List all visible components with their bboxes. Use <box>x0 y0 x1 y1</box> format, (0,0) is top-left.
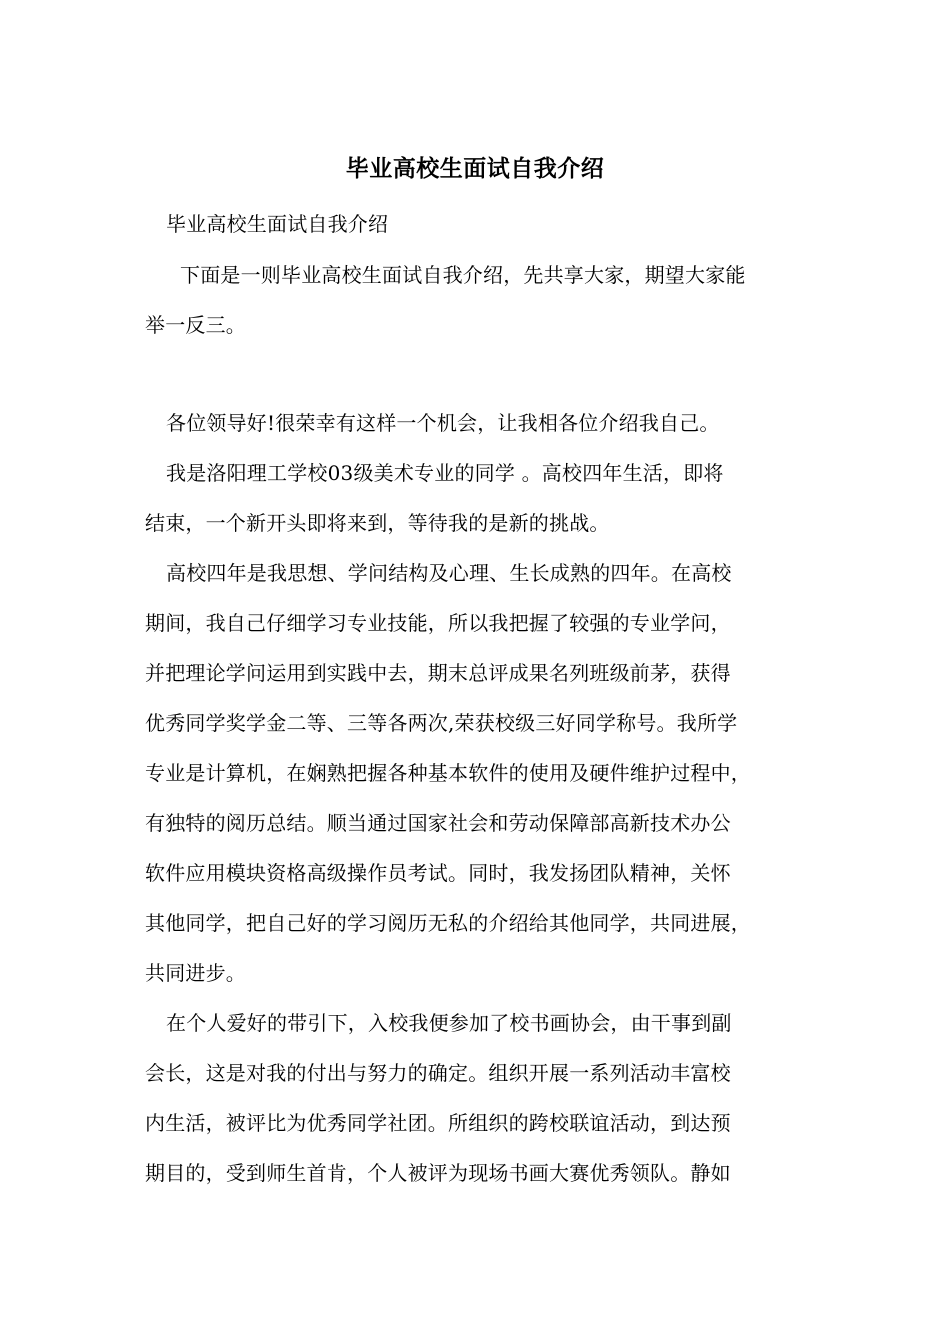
paragraph-line: 期间，我自己仔细学习专业技能，所以我把握了较强的专业学问， <box>145 611 731 635</box>
paragraph-line: 软件应用模块资格高级操作员考试。同时，我发扬团队精神，关怀 <box>145 861 731 885</box>
paragraph-line: 举一反三。 <box>145 313 246 337</box>
document-title: 毕业高校生面试自我介绍 <box>345 155 605 182</box>
paragraph-line: 结束，一个新开头即将来到，等待我的是新的挑战。 <box>145 511 610 535</box>
paragraph-line: 共同进步。 <box>145 961 246 985</box>
paragraph-line: 各位领导好!很荣幸有这样一个机会，让我相各位介绍我自己。 <box>166 411 720 435</box>
paragraph-line: 并把理论学问运用到实践中去，期末总评成果名列班级前茅，获得 <box>145 661 731 685</box>
paragraph-line: 有独特的阅历总结。顺当通过国家社会和劳动保障部高新技术办公 <box>145 811 731 835</box>
paragraph-line: 内生活，被评比为优秀同学社团。所组织的跨校联谊活动，到达预 <box>145 1111 731 1135</box>
paragraph-line: 高校四年是我思想、学问结构及心理、生长成熟的四年。在高校 <box>166 561 732 585</box>
paragraph-line: 期目的，受到师生首肯，个人被评为现场书画大赛优秀领队。静如 <box>145 1161 731 1185</box>
paragraph-line: 在个人爱好的带引下，入校我便参加了校书画协会，由干事到副 <box>166 1011 732 1035</box>
subtitle-line: 毕业高校生面试自我介绍 <box>166 212 389 236</box>
paragraph-line: 我是洛阳理工学校03级美术专业的同学 。高校四年生活，即将 <box>166 461 724 485</box>
paragraph-line: 专业是计算机，在娴熟把握各种基本软件的使用及硬件维护过程中， <box>145 761 751 785</box>
paragraph-line: 下面是一则毕业高校生面试自我介绍，先共享大家，期望大家能 <box>180 263 746 287</box>
paragraph-line: 会长，这是对我的付出与努力的确定。组织开展一系列活动丰富校 <box>145 1061 731 1085</box>
paragraph-line: 优秀同学奖学金二等、三等各两次,荣获校级三好同学称号。我所学 <box>145 711 738 735</box>
paragraph-line: 其他同学，把自己好的学习阅历无私的介绍给其他同学，共同进展， <box>145 911 751 935</box>
